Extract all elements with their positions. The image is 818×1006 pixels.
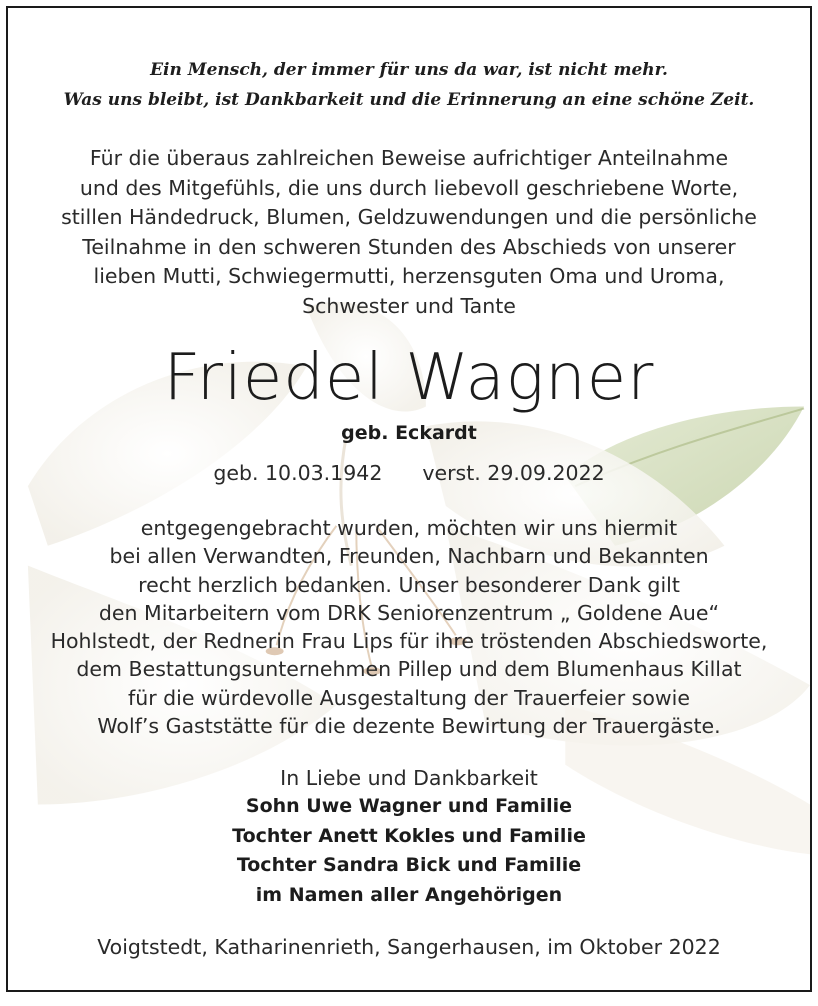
thanks-line: für die würdevolle Ausgestaltung der Trauerfeier sowie bbox=[128, 685, 690, 710]
signer: Tochter Sandra Bick und Familie bbox=[236, 854, 582, 876]
birth-date: geb. 10.03.1942 bbox=[213, 461, 383, 485]
thanks-line: Wolf’s Gaststätte für die dezente Bewirtung der Trauergäste. bbox=[97, 714, 721, 739]
intro-line: und des Mitgefühls, die uns durch liebevoll geschriebene Worte, bbox=[79, 175, 739, 200]
closing-phrase: In Liebe und Dankbarkeit bbox=[280, 766, 538, 790]
intro-line: stillen Händedruck, Blumen, Geldzuwendungen und die persönliche bbox=[61, 205, 757, 229]
thanks-line: Hohlstedt, der Rednerin Frau Lips für ihre tröstenden Abschiedsworte, bbox=[50, 629, 768, 654]
thanks-line: bei allen Verwandten, Freunden, Nachbarn und Bekannten bbox=[109, 544, 709, 569]
intro-line: Schwester und Tante bbox=[302, 293, 516, 318]
obituary-card bbox=[6, 6, 812, 992]
thanks-line: entgegengebracht wurden, möchten wir uns hiermit bbox=[140, 516, 678, 540]
thanks-line: dem Bestattungsunternehmen Pillep und dem Blumenhaus Killat bbox=[76, 657, 742, 682]
signer: Tochter Anett Kokles und Familie bbox=[232, 824, 586, 847]
death-date: verst. 29.09.2022 bbox=[422, 461, 605, 485]
quote-line: Ein Mensch, der immer für uns da war, ist nicht mehr. bbox=[150, 60, 668, 80]
signer: im Namen aller Angehörigen bbox=[255, 883, 563, 906]
signers-list bbox=[8, 792, 810, 910]
intro-paragraph bbox=[8, 144, 810, 321]
thanks-line: den Mitarbeitern vom DRK Seniorenzentrum „ Goldene Aue“ bbox=[98, 600, 720, 625]
opening-quote bbox=[8, 55, 810, 115]
thanks-paragraph bbox=[8, 514, 810, 740]
intro-line: lieben Mutti, Schwiegermutti, herzensguten Oma und Uroma, bbox=[93, 264, 725, 288]
maiden-name: geb. Eckardt bbox=[341, 422, 477, 444]
signer: Sohn Uwe Wagner und Familie bbox=[245, 795, 573, 817]
life-dates bbox=[8, 458, 810, 488]
quote-line: Was uns bleibt, ist Dankbarkeit und die Erinnerung an eine schöne Zeit. bbox=[63, 90, 755, 110]
intro-line: Teilnahme in den schweren Stunden des Abschieds von unserer bbox=[82, 234, 736, 259]
intro-line: Für die überaus zahlreichen Beweise aufrichtiger Anteilnahme bbox=[89, 146, 729, 170]
thanks-line: recht herzlich bedanken. Unser besonderer Dank gilt bbox=[138, 572, 680, 597]
deceased-name: Friedel Wagner bbox=[163, 341, 655, 415]
place-and-date: Voigtstedt, Katharinenrieth, Sangerhausen, im Oktober 2022 bbox=[97, 935, 721, 959]
